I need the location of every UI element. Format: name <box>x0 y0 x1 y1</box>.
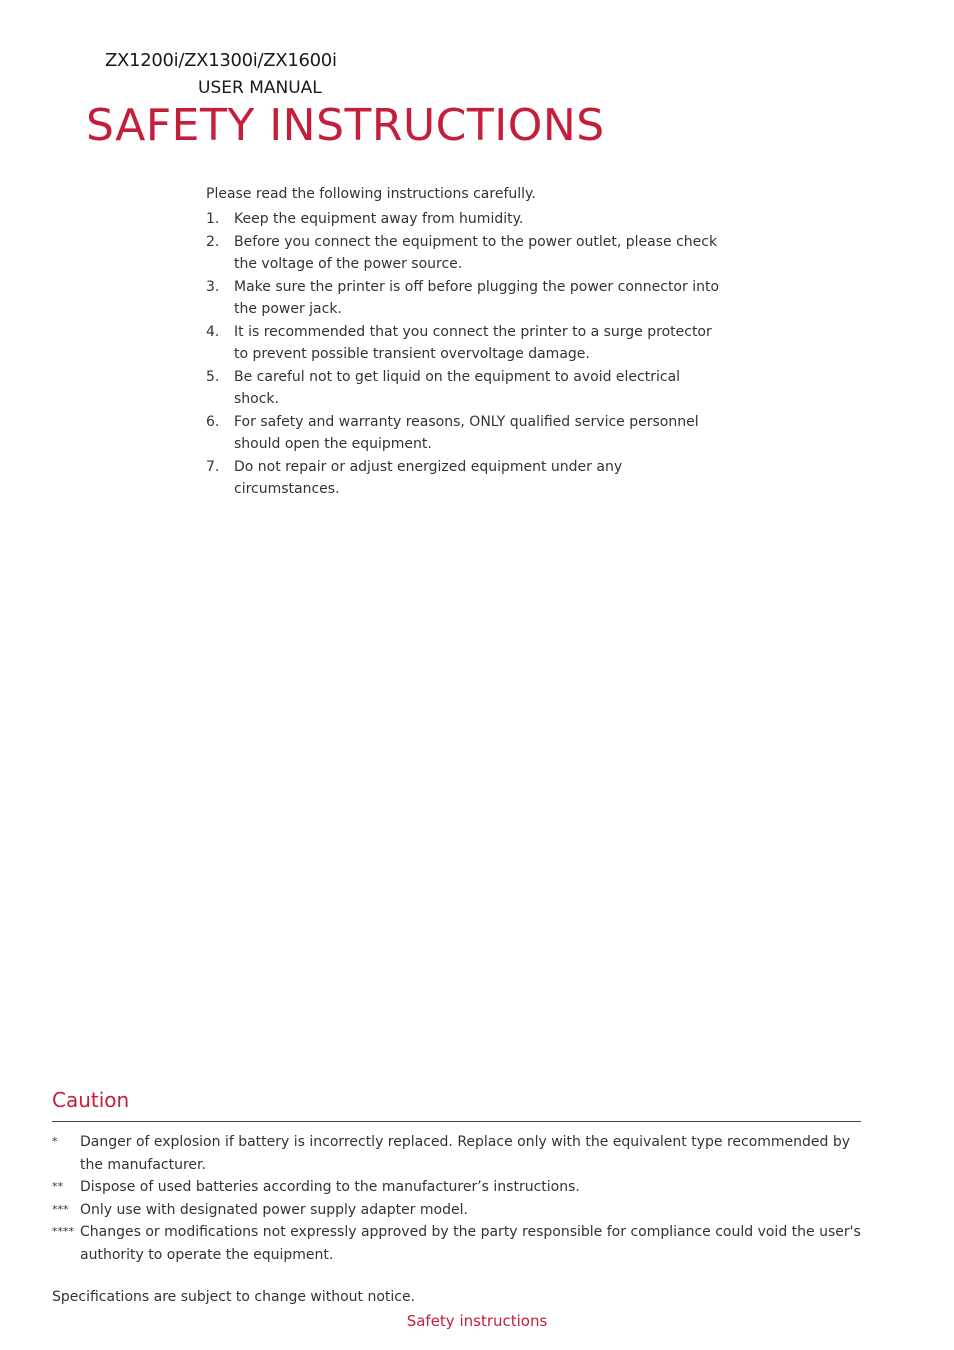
caution-title: Caution <box>52 1088 130 1112</box>
caution-notes <box>52 1131 864 1266</box>
instruction-number: 2. <box>206 233 220 250</box>
instruction-number: 7. <box>206 458 220 475</box>
instruction-item <box>206 321 726 366</box>
header-model: ZX1200i/ZX1300i/ZX1600i <box>105 50 337 71</box>
page-footer: Safety instructions <box>406 1312 548 1330</box>
header-manual: USER MANUAL <box>198 78 322 98</box>
caution-note <box>52 1131 864 1176</box>
caution-note <box>52 1199 864 1222</box>
instruction-text: Keep the equipment away from humidity. <box>234 211 524 227</box>
instruction-text: It is recommended that you connect the printer to a surge protector to prevent possible transient overvoltage damage. <box>234 323 712 362</box>
instruction-number: 1. <box>206 211 220 227</box>
instruction-item <box>206 208 726 231</box>
instruction-text: Make sure the printer is off before plugging the power connector into the power jack. <box>234 278 720 317</box>
note-marker: ** <box>52 1180 63 1193</box>
instruction-text: For safety and warranty reasons, ONLY qualified service personnel should open the equipment. <box>234 413 699 452</box>
note-text: Danger of explosion if battery is incorrectly replaced. Replace only with the equivalent type recommended by the manufacturer. <box>80 1134 851 1173</box>
note-marker: * <box>52 1135 58 1148</box>
intro-text: Please read the following instructions carefully. <box>206 186 536 202</box>
instruction-item <box>206 366 726 411</box>
caution-divider <box>52 1121 861 1122</box>
caution-note <box>52 1176 864 1199</box>
instruction-item <box>206 411 726 456</box>
spec-note: Specifications are subject to change without notice. <box>52 1289 416 1305</box>
instruction-number: 6. <box>206 413 220 430</box>
caution-note <box>52 1221 864 1266</box>
instruction-number: 4. <box>206 323 220 340</box>
instruction-item <box>206 231 726 276</box>
note-text: Only use with designated power supply adapter model. <box>80 1201 468 1218</box>
instruction-number: 5. <box>206 368 220 385</box>
instruction-item <box>206 456 726 501</box>
instruction-text: Be careful not to get liquid on the equipment to avoid electrical shock. <box>234 368 681 407</box>
instruction-item <box>206 276 726 321</box>
instruction-number: 3. <box>206 278 220 295</box>
page-title: SAFETY INSTRUCTIONS <box>86 100 605 151</box>
note-marker: **** <box>52 1225 74 1238</box>
instructions-list <box>206 208 726 501</box>
note-marker: *** <box>52 1202 69 1216</box>
note-text: Changes or modifications not expressly approved by the party responsible for compliance could void the user's authority to operate the equipment. <box>80 1224 861 1263</box>
instruction-text: Before you connect the equipment to the power outlet, please check the voltage of the power source. <box>234 233 718 272</box>
instruction-text: Do not repair or adjust energized equipment under any circumstances. <box>234 458 623 497</box>
note-text: Dispose of used batteries according to the manufacturer’s instructions. <box>80 1179 580 1195</box>
